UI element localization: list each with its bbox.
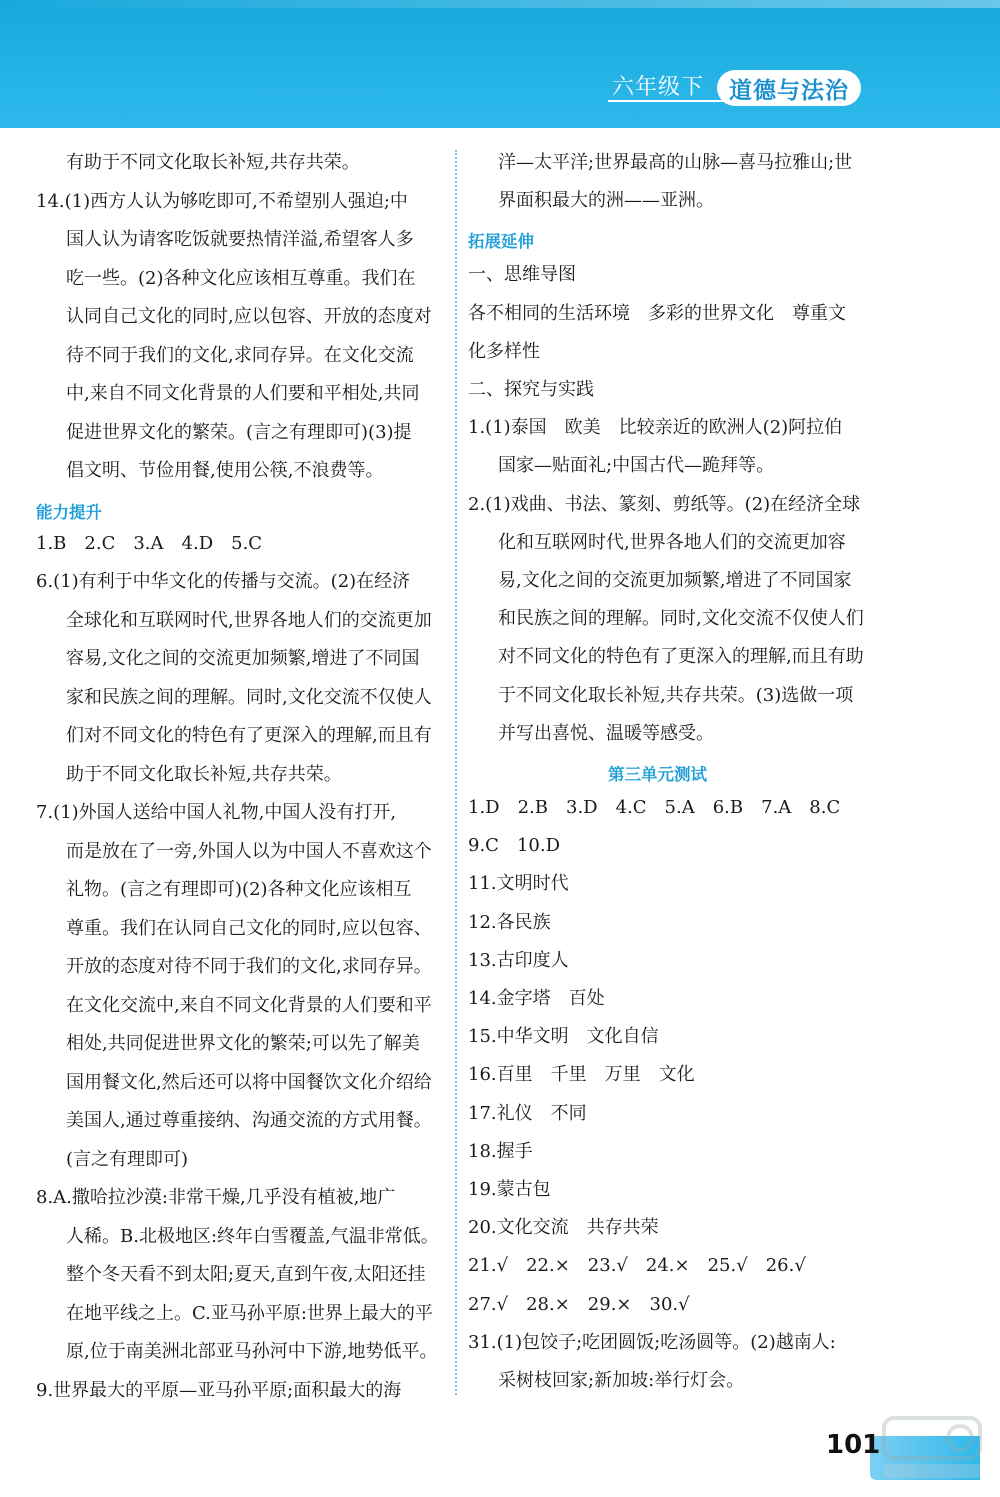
text-line: 14.金字塔 百处 — [468, 988, 605, 1009]
text-line: 9.世界最大的平原—亚马孙平原;面积最大的海 — [36, 1379, 402, 1401]
column-divider — [455, 150, 457, 1395]
subject-badge — [717, 70, 861, 106]
text-line: 对不同文化的特色有了更深入的理解,而且有助 — [498, 646, 864, 668]
text-line: 6.(1)有利于中华文化的传播与交流。(2)在经济 — [36, 571, 411, 592]
text-line: 国人认为请客吃饭就要热情洋溢,希望客人多 — [66, 229, 414, 250]
text-line: 17.礼仪 不同 — [468, 1102, 587, 1124]
text-line: 20.文化交流 共存共荣 — [468, 1217, 659, 1239]
text-line: 有助于不同文化取长补短,共存共荣。 — [66, 152, 360, 173]
text-line: 12.各民族 — [468, 911, 551, 933]
subject-label: 道德与法治 — [729, 77, 849, 104]
text-line: 21.√ 22.× 23.√ 24.× 25.√ 26.√ — [468, 1255, 806, 1277]
text-line: 助于不同文化取长补短,共存共荣。 — [66, 763, 342, 785]
grade-underline — [608, 100, 726, 102]
text-line: 一、思维导图 — [468, 264, 576, 286]
text-line: 9.C 10.D — [468, 835, 561, 857]
text-line: 开放的态度对待不同于我们的文化,求同存异。 — [66, 956, 432, 977]
text-line: 化和互联网时代,世界各地人们的交流更加容 — [498, 531, 846, 553]
watermark-stamp-icon — [880, 1412, 984, 1482]
text-line: 国用餐文化,然后还可以将中国餐饮文化介绍给 — [66, 1071, 432, 1093]
unit-test-heading: 第三单元测试 — [608, 765, 707, 784]
text-line: 们对不同文化的特色有了更深入的理解,而且有 — [66, 725, 432, 746]
text-line: 礼物。(言之有理即可)(2)各种文化应该相互 — [66, 879, 412, 900]
text-line: 认同自己文化的同时,应以包容、开放的态度对 — [66, 306, 432, 327]
text-line: 并写出喜悦、温暖等感受。 — [498, 722, 714, 744]
text-line: 1.(1)泰国 欧美 比较亲近的欧洲人(2)阿拉伯 — [468, 417, 843, 439]
text-line: 美国人,通过尊重接纳、沟通交流的方式用餐。 — [66, 1110, 432, 1131]
text-line: 19.蒙古包 — [468, 1179, 551, 1200]
header-band — [0, 0, 1000, 128]
text-line: 尊重。我们在认同自己文化的同时,应以包容、 — [66, 917, 432, 939]
page-number: 101 — [826, 1430, 881, 1460]
text-line: 中,来自不同文化背景的人们要和平相处,共同 — [66, 383, 420, 404]
section-heading: 能力提升 — [36, 502, 102, 522]
text-line: 促进世界文化的繁荣。(言之有理即可)(3)提 — [66, 421, 412, 443]
text-line: 1.B 2.C 3.A 4.D 5.C — [36, 532, 263, 554]
section-heading: 拓展延伸 — [468, 232, 534, 252]
text-line: 采树枝回家;新加坡:举行灯会。 — [498, 1370, 745, 1391]
text-line: 31.(1)包饺子;吃团圆饭;吃汤圆等。(2)越南人: — [468, 1331, 836, 1353]
text-line: 化多样性 — [468, 340, 540, 362]
text-line: 全球化和互联网时代,世界各地人们的交流更加 — [66, 609, 432, 631]
grade-label: 六年级下 — [612, 75, 705, 100]
text-line: 15.中华文明 文化自信 — [468, 1026, 659, 1048]
text-line: (言之有理即可) — [66, 1148, 189, 1170]
text-line: 14.(1)西方人认为够吃即可,不希望别人强迫;中 — [36, 190, 408, 212]
text-line: 8.A.撒哈拉沙漠:非常干燥,几乎没有植被,地广 — [36, 1187, 396, 1208]
text-line: 原,位于南美洲北部亚马孙河中下游,地势低平。 — [66, 1341, 438, 1362]
text-line: 整个冬天看不到太阳;夏天,直到午夜,太阳还挂 — [66, 1264, 426, 1285]
text-line: 而是放在了一旁,外国人以为中国人不喜欢这个 — [66, 840, 432, 862]
text-line: 和民族之间的理解。同时,文化交流不仅使人们 — [498, 608, 864, 630]
text-line: 1.D 2.B 3.D 4.C 5.A 6.B 7.A 8.C — [468, 797, 841, 818]
text-line: 易,文化之间的交流更加频繁,增进了不同国家 — [498, 570, 852, 591]
text-line: 国家—贴面礼;中国古代—跪拜等。 — [498, 455, 775, 477]
text-line: 16.百里 千里 万里 文化 — [468, 1064, 695, 1086]
text-line: 7.(1)外国人送给中国人礼物,中国人没有打开, — [36, 802, 397, 823]
text-line: 11.文明时代 — [468, 873, 569, 895]
text-line: 在文化交流中,来自不同文化背景的人们要和平 — [66, 994, 432, 1016]
text-line: 倡文明、节俭用餐,使用公筷,不浪费等。 — [66, 460, 384, 481]
text-line: 二、探究与实践 — [468, 379, 594, 400]
text-line: 洋—太平洋;世界最高的山脉—喜马拉雅山;世 — [498, 152, 853, 173]
text-line: 各不相同的生活环境 多彩的世界文化 尊重文 — [468, 302, 846, 324]
text-line: 13.古印度人 — [468, 949, 569, 971]
text-line: 容易,文化之间的交流更加频繁,增进了不同国 — [66, 648, 420, 669]
text-line: 家和民族之间的理解。同时,文化交流不仅使人 — [66, 686, 432, 708]
text-line: 待不同于我们的文化,求同存异。在文化交流 — [66, 344, 414, 366]
text-line: 2.(1)戏曲、书法、篆刻、剪纸等。(2)在经济全球 — [468, 493, 861, 515]
text-line: 18.握手 — [468, 1140, 533, 1162]
text-line: 相处,共同促进世界文化的繁荣;可以先了解美 — [66, 1033, 420, 1054]
text-line: 在地平线之上。C.亚马孙平原:世界上最大的平 — [66, 1302, 433, 1324]
text-line: 人稀。B.北极地区:终年白雪覆盖,气温非常低。 — [66, 1225, 439, 1247]
text-line: 吃一些。(2)各种文化应该相互尊重。我们在 — [66, 267, 416, 289]
text-line: 界面积最大的洲——亚洲。 — [498, 190, 714, 212]
text-line: 于不同文化取长补短,共存共荣。(3)选做一项 — [498, 684, 854, 706]
text-line: 27.√ 28.× 29.× 30.√ — [468, 1293, 690, 1315]
